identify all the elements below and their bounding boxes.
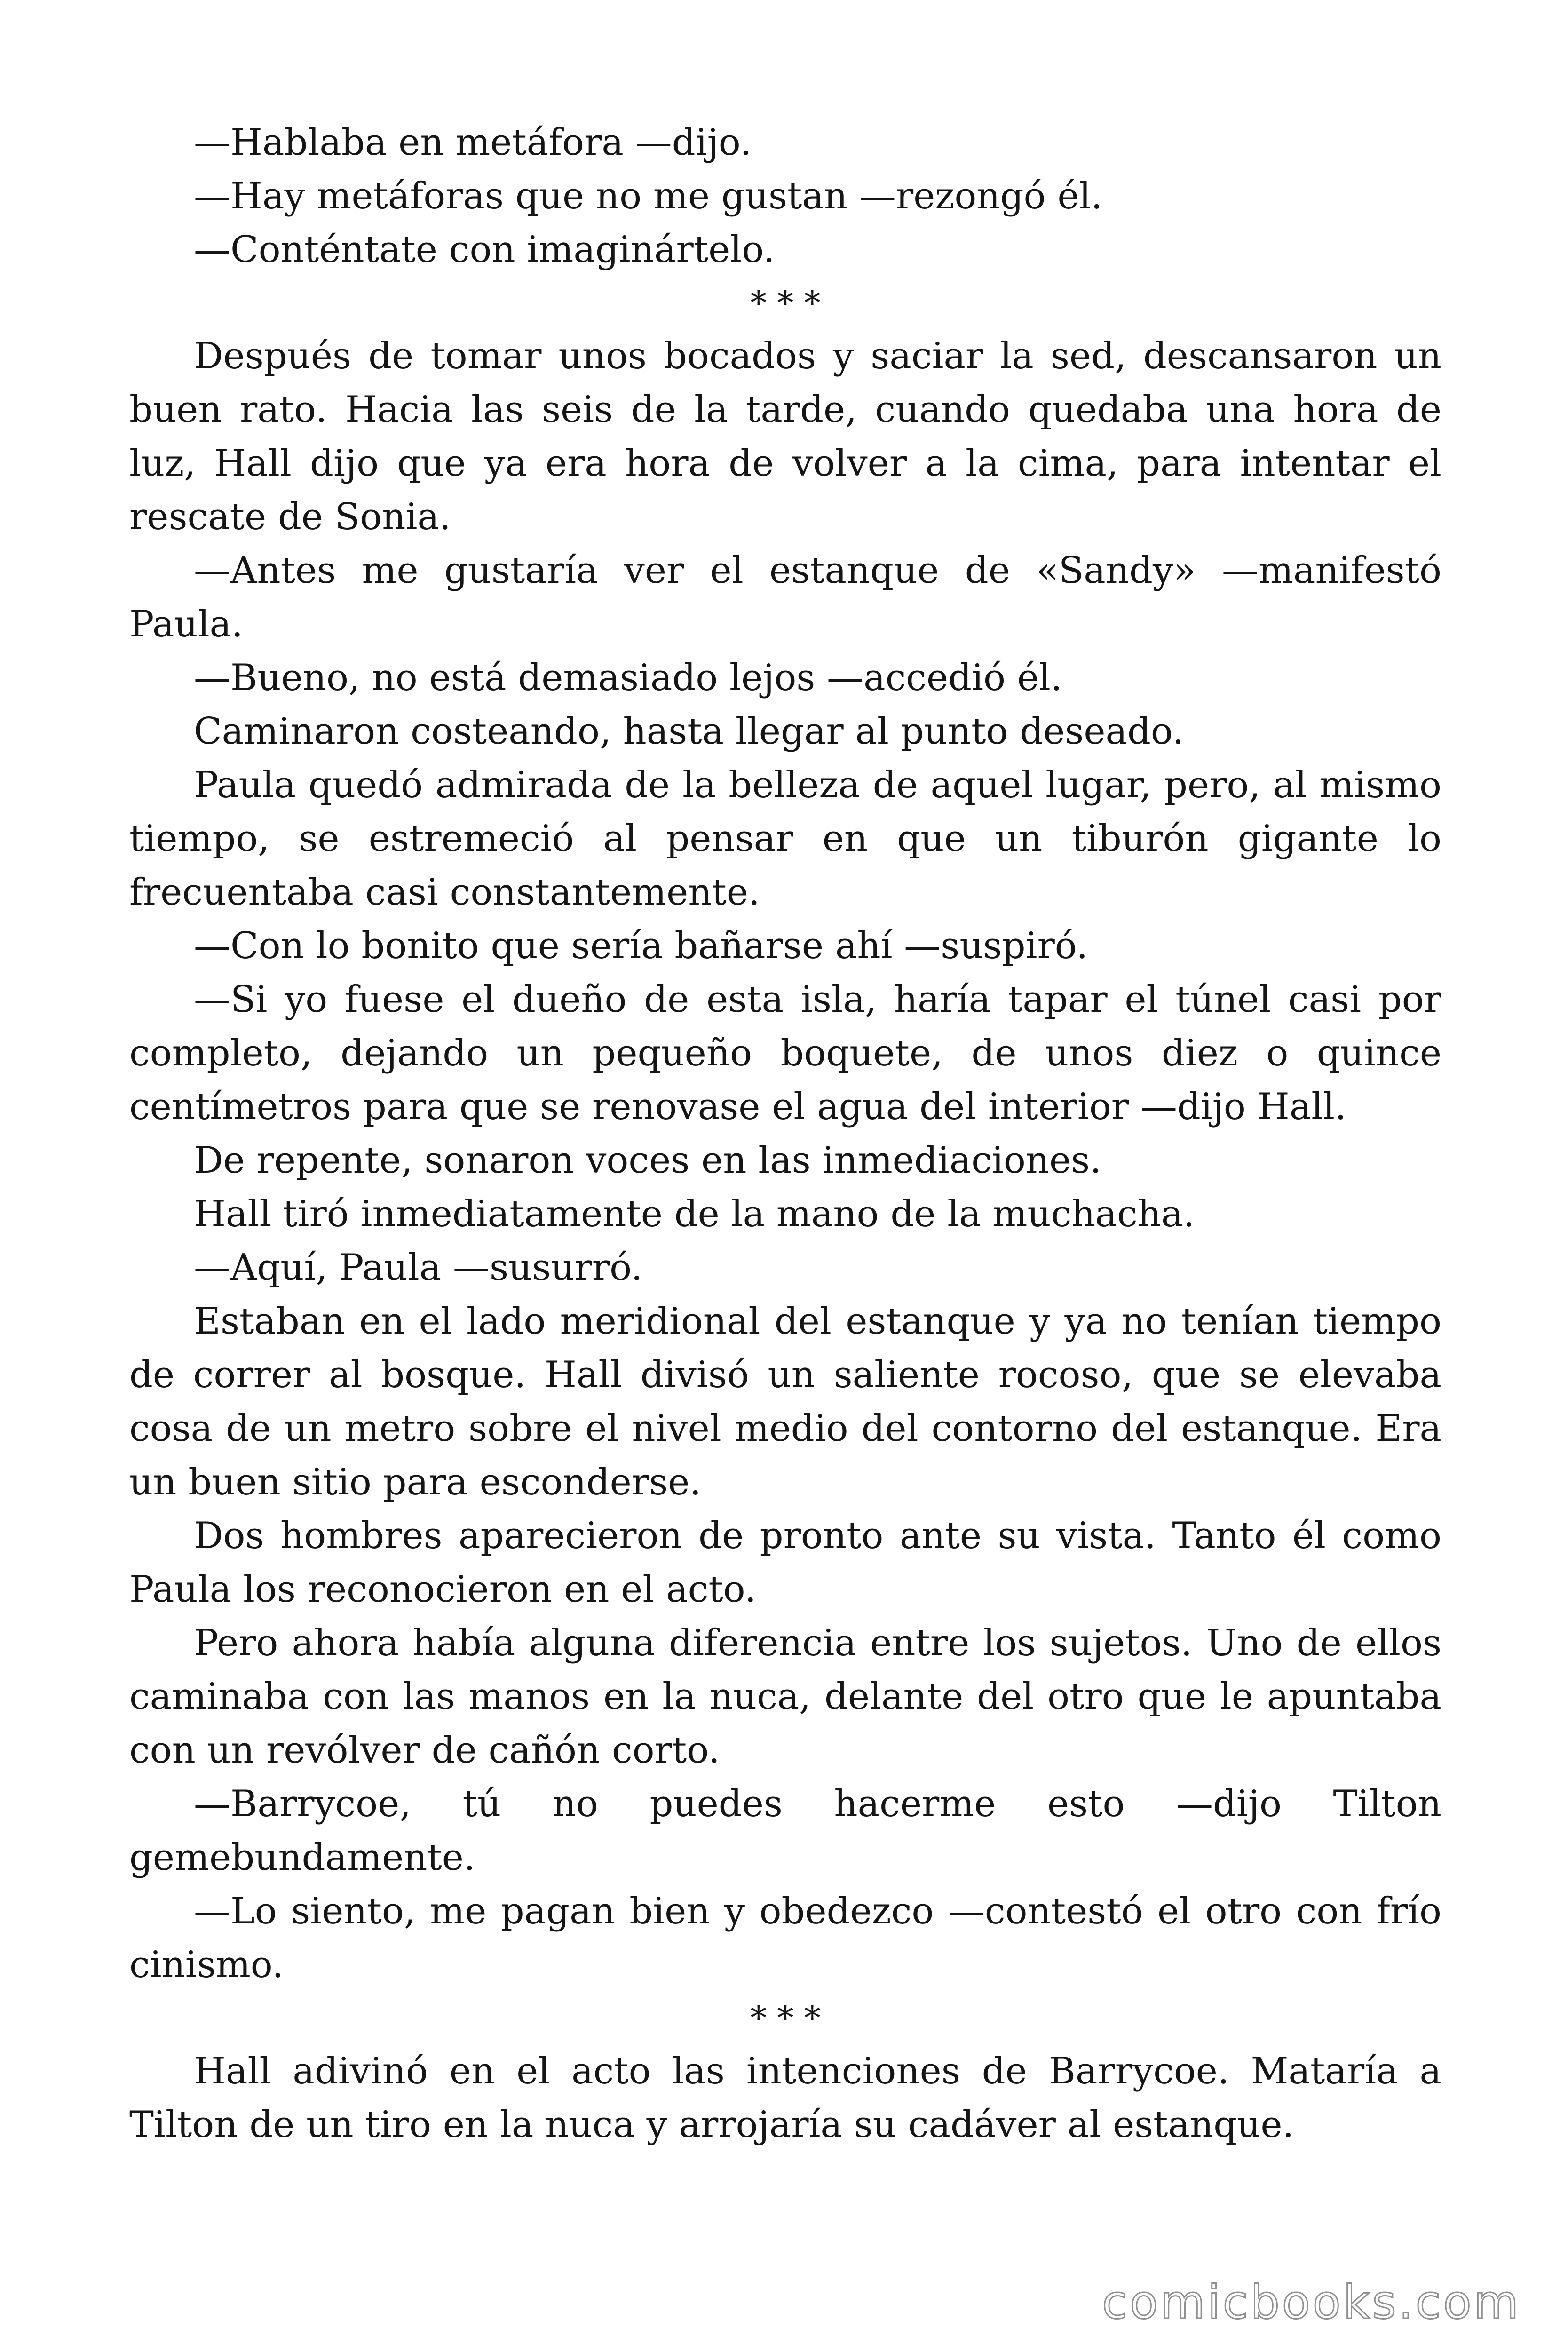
paragraph: —Hablaba en metáfora —dijo. [194, 121, 752, 164]
paragraph: De repente, sonaron voces en las inmediaciones. [194, 1139, 1102, 1182]
book-page [129, 116, 1441, 2152]
paragraph: —Si yo fuese el dueño de esta isla, haría tapar el túnel casi por completo, dejando un pequeño boquete, de unos diez o quince centímetros para que se renovase el agua del interior —dijo Hall. [129, 978, 1441, 1128]
paragraph: —Con lo bonito que sería bañarse ahí —suspiró. [194, 925, 1088, 967]
paragraph: Caminaron costeando, hasta llegar al punto deseado. [194, 710, 1184, 753]
section-separator: * * * [750, 1999, 821, 2037]
paragraph: —Antes me gustaría ver el estanque de «Sandy» —manifestó Paula. [129, 549, 1441, 645]
paragraph: —Hay metáforas que no me gustan —rezongó él. [194, 175, 1103, 217]
section-separator: * * * [750, 284, 821, 322]
paragraph: —Bueno, no está demasiado lejos —accedió él. [194, 657, 1062, 699]
paragraph: —Aquí, Paula —susurró. [194, 1247, 643, 1289]
paragraph: Paula quedó admirada de la belleza de aquel lugar, pero, al mismo tiempo, se estremeció al pensar en que un tiburón gigante lo frecuentaba casi constantemente. [129, 764, 1441, 914]
paragraph: Hall adivinó en el acto las intenciones de Barrycoe. Mataría a Tilton de un tiro en la nuca y arrojaría su cadáver al estanque. [129, 2050, 1441, 2146]
paragraph: Estaban en el lado meridional del estanque y ya no tenían tiempo de correr al bosque. Hall divisó un saliente rocoso, que se elevaba cosa de un metro sobre el nivel medio del contorno del estanque. Era un buen sitio para esconderse. [129, 1300, 1441, 1503]
paragraph: —Barrycoe, tú no puedes hacerme esto —dijo Tilton gemebundamente. [129, 1783, 1441, 1879]
paragraph: Después de tomar unos bocados y saciar la sed, descansaron un buen rato. Hacia las seis de la tarde, cuando quedaba una hora de luz, Hall dijo que ya era hora de volver a la cima, para intentar el rescate de Sonia. [129, 335, 1441, 538]
paragraph: —Conténtate con imaginártelo. [194, 229, 775, 271]
watermark: comicbooks.com [1102, 2276, 1521, 2329]
paragraph: Pero ahora había alguna diferencia entre los sujetos. Uno de ellos caminaba con las manos en la nuca, delante del otro que le apuntaba con un revólver de cañón corto. [129, 1622, 1441, 1772]
paragraph: Hall tiró inmediatamente de la mano de la muchacha. [194, 1193, 1195, 1235]
paragraph: Dos hombres aparecieron de pronto ante su vista. Tanto él como Paula los reconocieron en el acto. [129, 1515, 1441, 1611]
paragraph: —Lo siento, me pagan bien y obedezco —contestó el otro con frío cinismo. [129, 1890, 1441, 1986]
